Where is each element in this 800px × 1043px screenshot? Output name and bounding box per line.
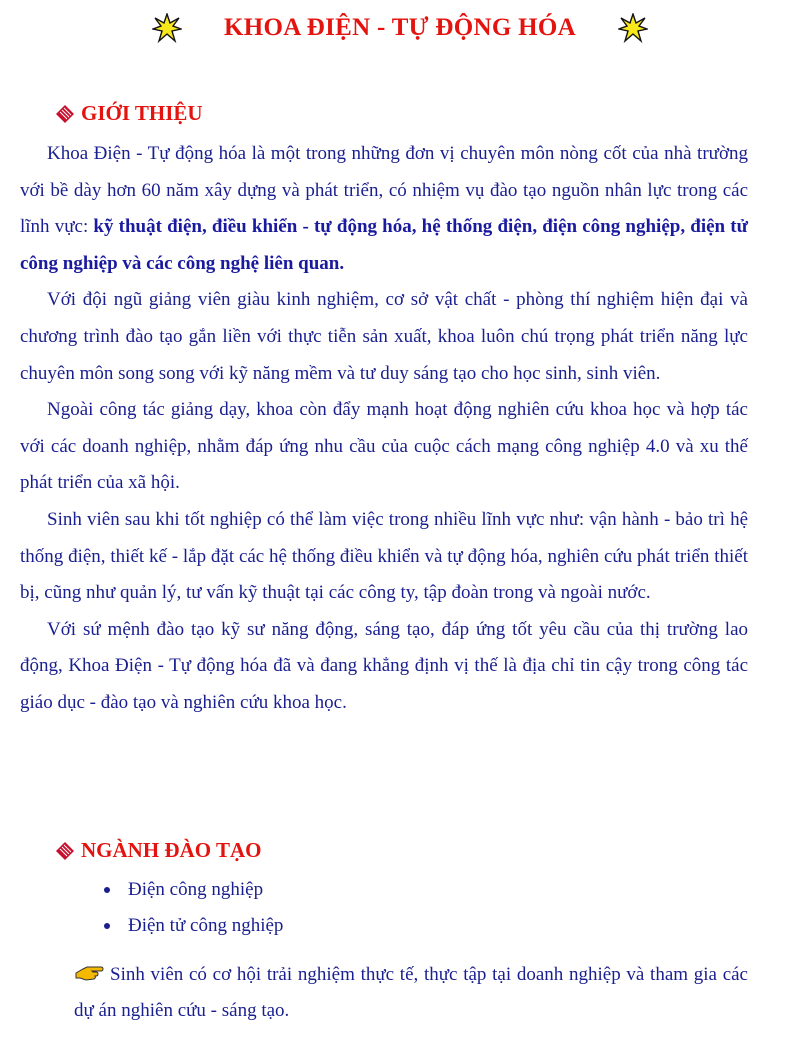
title-row: [0, 8, 800, 48]
bullet-icon: [104, 923, 110, 929]
program-list: [104, 872, 283, 944]
note-text: Sinh viên có cơ hội trải nghiệm thực tế, thực tập tại doanh nghiệp và tham gia các dự án nghiên cứu - sáng tạo.: [74, 964, 748, 1021]
list-item-label: Điện tử công nghiệp: [128, 915, 284, 936]
list-item: [104, 872, 283, 908]
intro-paragraph: [20, 136, 748, 282]
intro-paragraph: Ngoài công tác giảng dạy, khoa còn đẩy mạnh hoạt động nghiên cứu khoa học và hợp tác với các doanh nghiệp, nhằm đáp ứng nhu cầu của cuộc cách mạng công nghiệp 4.0 và xu thế phát triển của xã hội.: [20, 399, 748, 494]
section-heading-label: NGÀNH ĐÀO TẠO: [81, 838, 262, 862]
star-icon: [152, 13, 182, 43]
intro-paragraph: Với sứ mệnh đào tạo kỹ sư năng động, sáng tạo, đáp ứng tốt yêu cầu của thị trường lao động, Khoa Điện - Tự động hóa đã và đang khẳng định vị thế là địa chỉ tin cậy trong công tác giáo dục - đào tạo và nghiên cứu khoa học.: [20, 618, 748, 713]
bullet-icon: [104, 887, 110, 893]
pointing-hand-icon: [74, 964, 104, 982]
diamond-icon: [55, 841, 75, 861]
star-icon: [618, 13, 648, 43]
list-item: [104, 908, 283, 944]
section-heading-label: GIỚI THIỆU: [81, 101, 203, 125]
intro-paragraph: Với đội ngũ giảng viên giàu kinh nghiệm, cơ sở vật chất - phòng thí nghiệm hiện đại và chương trình đào tạo gắn liền với thực tiễn sản xuất, khoa luôn chú trọng phát triển năng lực chuyên môn song song với kỹ năng mềm và tư duy sáng tạo cho học sinh, sinh viên.: [20, 289, 748, 384]
paragraph-text: Khoa Điện - Tự động hóa là một trong những đơn vị chuyên môn nòng cốt của nhà trường với bề dày hơn 60 năm xây dựng và phát triển, có nhiệm vụ đào tạo nguồn nhân lực trong các lĩnh vực:: [20, 143, 748, 238]
intro-body: [20, 136, 748, 722]
diamond-icon: [55, 104, 75, 124]
section-heading-programs: [55, 838, 261, 863]
section-heading-intro: [55, 101, 203, 126]
intro-paragraph: Sinh viên sau khi tốt nghiệp có thể làm việc trong nhiều lĩnh vực như: vận hành - bảo trì hệ thống điện, thiết kế - lắp đặt các hệ thống điều khiển và tự động hóa, nghiên cứu phát triển thiết bị, cũng như quản lý, tư vấn kỹ thuật tại các công ty, tập đoàn trong và ngoài nước.: [20, 508, 748, 604]
page-title: KHOA ĐIỆN - TỰ ĐỘNG HÓA: [223, 14, 577, 41]
list-item-label: Điện công nghiệp: [128, 879, 264, 900]
highlighted-text: kỹ thuật điện, điều khiển - tự động hóa, hệ thống điện, điện công nghiệp, điện tử công nghiệp và các công nghệ liên quan.: [20, 216, 748, 274]
program-note: [74, 957, 748, 1029]
